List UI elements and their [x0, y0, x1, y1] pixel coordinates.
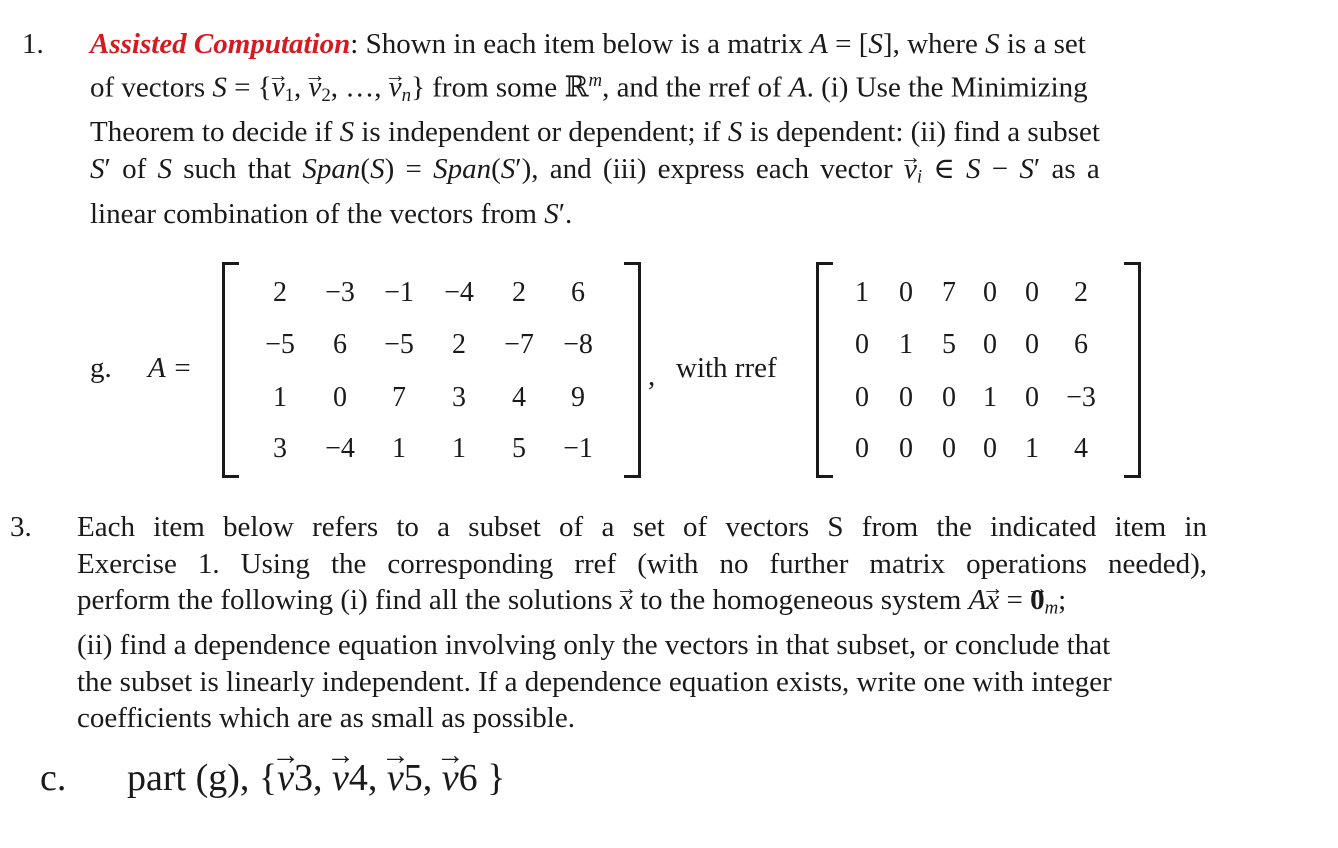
rref-cell-r4-c4: 0 — [983, 433, 997, 464]
with-rref-label: with rref — [676, 352, 777, 384]
matrix-a-cell-r2-c1: −5 — [265, 329, 295, 360]
matrix-a-cell-r4-c1: 3 — [273, 433, 287, 464]
matrix-a-cell-r2-c5: −7 — [504, 329, 534, 360]
problem-1-line1b: , where — [892, 28, 978, 60]
problem-3-line2: Exercise 1. Using the corresponding rref (with no further matrix operations needed), — [77, 547, 1207, 580]
problem-1-line3c: is dependent: (ii) find a subset — [749, 116, 1100, 149]
rref-cell-r2-c3: 5 — [942, 329, 956, 360]
problem-1-title: Assisted Computation — [90, 28, 351, 60]
rref-cell-r2-c1: 0 — [855, 329, 869, 360]
matrix-a-cell-r4-c6: −1 — [563, 433, 593, 464]
problem-1-line4d: as a — [1051, 152, 1100, 185]
rref-cell-r4-c6: 4 — [1074, 433, 1088, 464]
matrix-a-label: A = — [148, 352, 193, 384]
problem-1-line4a: of — [122, 152, 147, 185]
rref-cell-r3-c3: 0 — [942, 382, 956, 413]
part-c-prefix: part (g), — [127, 757, 250, 799]
matrix-a-cell-r1-c1: 2 — [273, 277, 287, 308]
matrix-a-cell-r4-c4: 1 — [452, 433, 466, 464]
problem-3-number: 3. — [10, 511, 32, 543]
rref-cell-r3-c2: 0 — [899, 382, 913, 413]
problem-1-line2b: from some — [432, 70, 558, 103]
matrix-a-left-bracket — [222, 262, 239, 478]
rref-cell-r1-c4: 0 — [983, 277, 997, 308]
rref-cell-r2-c5: 0 — [1025, 329, 1039, 360]
matrix-a-cell-r3-c3: 7 — [392, 382, 406, 413]
item-g-label: g. — [90, 352, 112, 384]
problem-1-line4c: , and (iii) express each vector — [531, 152, 893, 185]
problem-1-line4b: such that — [183, 152, 292, 185]
problem-3-line4: (ii) find a dependence equation involving only the vectors in that subset, or conclude that — [77, 629, 1111, 662]
matrix-a-cell-r1-c4: −4 — [444, 277, 474, 308]
matrix-a-cell-r4-c3: 1 — [392, 433, 406, 464]
matrix-a-cell-r2-c6: −8 — [563, 329, 593, 360]
problem-1-number: 1. — [22, 28, 44, 60]
matrix-a-cell-r4-c2: −4 — [325, 433, 355, 464]
rref-cell-r3-c1: 0 — [855, 382, 869, 413]
problem-3-line6: coefficients which are as small as possible. — [77, 702, 575, 735]
matrix-a-cell-r3-c4: 3 — [452, 382, 466, 413]
problem-3-line3a: perform the following (i) find all the solutions — [77, 584, 613, 616]
rref-cell-r4-c2: 0 — [899, 433, 913, 464]
problem-3-line5: the subset is linearly independent. If a dependence equation exists, write one with integer — [77, 665, 1112, 698]
matrix-a-cell-r3-c2: 0 — [333, 382, 347, 413]
matrix-a-cell-r2-c3: −5 — [384, 329, 414, 360]
rref-right-bracket — [1124, 262, 1141, 478]
problem-1-text: Assisted Computation: Shown in each item below is a matrix A = [S], where S is a set of vectors S = {→ $v_1$, → $v_2$, …, → $v_n$} from some ℝ$^m$, and the rref of A. (i) Use the Minimizing Theorem to decide if S is independent or dependent; if S is dependent: (ii) find a subset S′ of S such that Span(S) = Span(S′), and (iii) express each vector → $v_i$ ∈ S − S′ as a linear combination of the vectors from S′. — [90, 26, 1210, 232]
rref-cell-r1-c6: 2 — [1074, 277, 1088, 308]
matrix-a-cell-r3-c1: 1 — [273, 382, 287, 413]
rref-cell-r3-c6: −3 — [1066, 382, 1096, 413]
problem-1-line1: : Shown in each item below is a matrix — [350, 28, 803, 60]
rref-cell-r2-c6: 6 — [1074, 329, 1088, 360]
rref-left-bracket — [816, 262, 833, 478]
matrix-a-cell-r1-c6: 6 — [571, 277, 585, 308]
matrix-a-cell-r2-c4: 2 — [452, 329, 466, 360]
problem-1-line3b: is independent or dependent; if — [361, 116, 721, 149]
problem-1-line1c: is a set — [1006, 28, 1086, 60]
problem-3-line1: Each item below refers to a subset of a set of vectors S from the indicated item in — [77, 511, 1207, 543]
matrix-a-cell-r3-c5: 4 — [512, 382, 526, 413]
rref-cell-r1-c1: 1 — [855, 277, 869, 308]
matrix-a-cell-r1-c5: 2 — [512, 277, 526, 308]
rref-cell-r2-c2: 1 — [899, 329, 913, 360]
rref-cell-r4-c1: 0 — [855, 433, 869, 464]
rref-cell-r1-c5: 0 — [1025, 277, 1039, 308]
problem-3-text: Each item below refers to a subset of a set of vectors S from the indicated item in Exercise 1. Using the corresponding rref (with no further matrix operations needed), perform the following (i) find all the solutions → x to the homogeneous system A→ x = → $0_m$; (ii) find a dependence equation involving only the vectors in that subset, or conclude that the subset is linearly independent. If a dependence equation exists, write one with integer coefficients which are as small as possible. — [77, 509, 1207, 737]
problem-1-line2d: . (i) Use the Minimizing — [806, 70, 1088, 103]
matrix-a-cell-r3-c6: 9 — [571, 382, 585, 413]
rref-cell-r1-c3: 7 — [942, 277, 956, 308]
problem-1-line5: linear combination of the vectors from — [90, 197, 537, 230]
part-c-label: c. — [40, 757, 67, 799]
matrix-a-right-bracket — [624, 262, 641, 478]
part-c-text: part (g), {→ v3, → v4, → v5, → v6 } — [127, 756, 505, 800]
rref-cell-r2-c4: 0 — [983, 329, 997, 360]
problem-1-line3a: Theorem to decide if — [90, 116, 333, 149]
rref-cell-r4-c5: 1 — [1025, 433, 1039, 464]
problem-1-line2a: of vectors — [90, 70, 206, 103]
matrix-a-cell-r2-c2: 6 — [333, 329, 347, 360]
matrix-a-cell-r1-c2: −3 — [325, 277, 355, 308]
comma: , — [648, 360, 656, 392]
rref-cell-r3-c5: 0 — [1025, 382, 1039, 413]
rref-cell-r4-c3: 0 — [942, 433, 956, 464]
problem-1-line2c: , and the rref of — [602, 70, 782, 103]
rref-cell-r3-c4: 1 — [983, 382, 997, 413]
problem-3-line3b: to the homogeneous system — [639, 584, 962, 616]
matrix-a-cell-r4-c5: 5 — [512, 433, 526, 464]
rref-cell-r1-c2: 0 — [899, 277, 913, 308]
matrix-a-cell-r1-c3: −1 — [384, 277, 414, 308]
